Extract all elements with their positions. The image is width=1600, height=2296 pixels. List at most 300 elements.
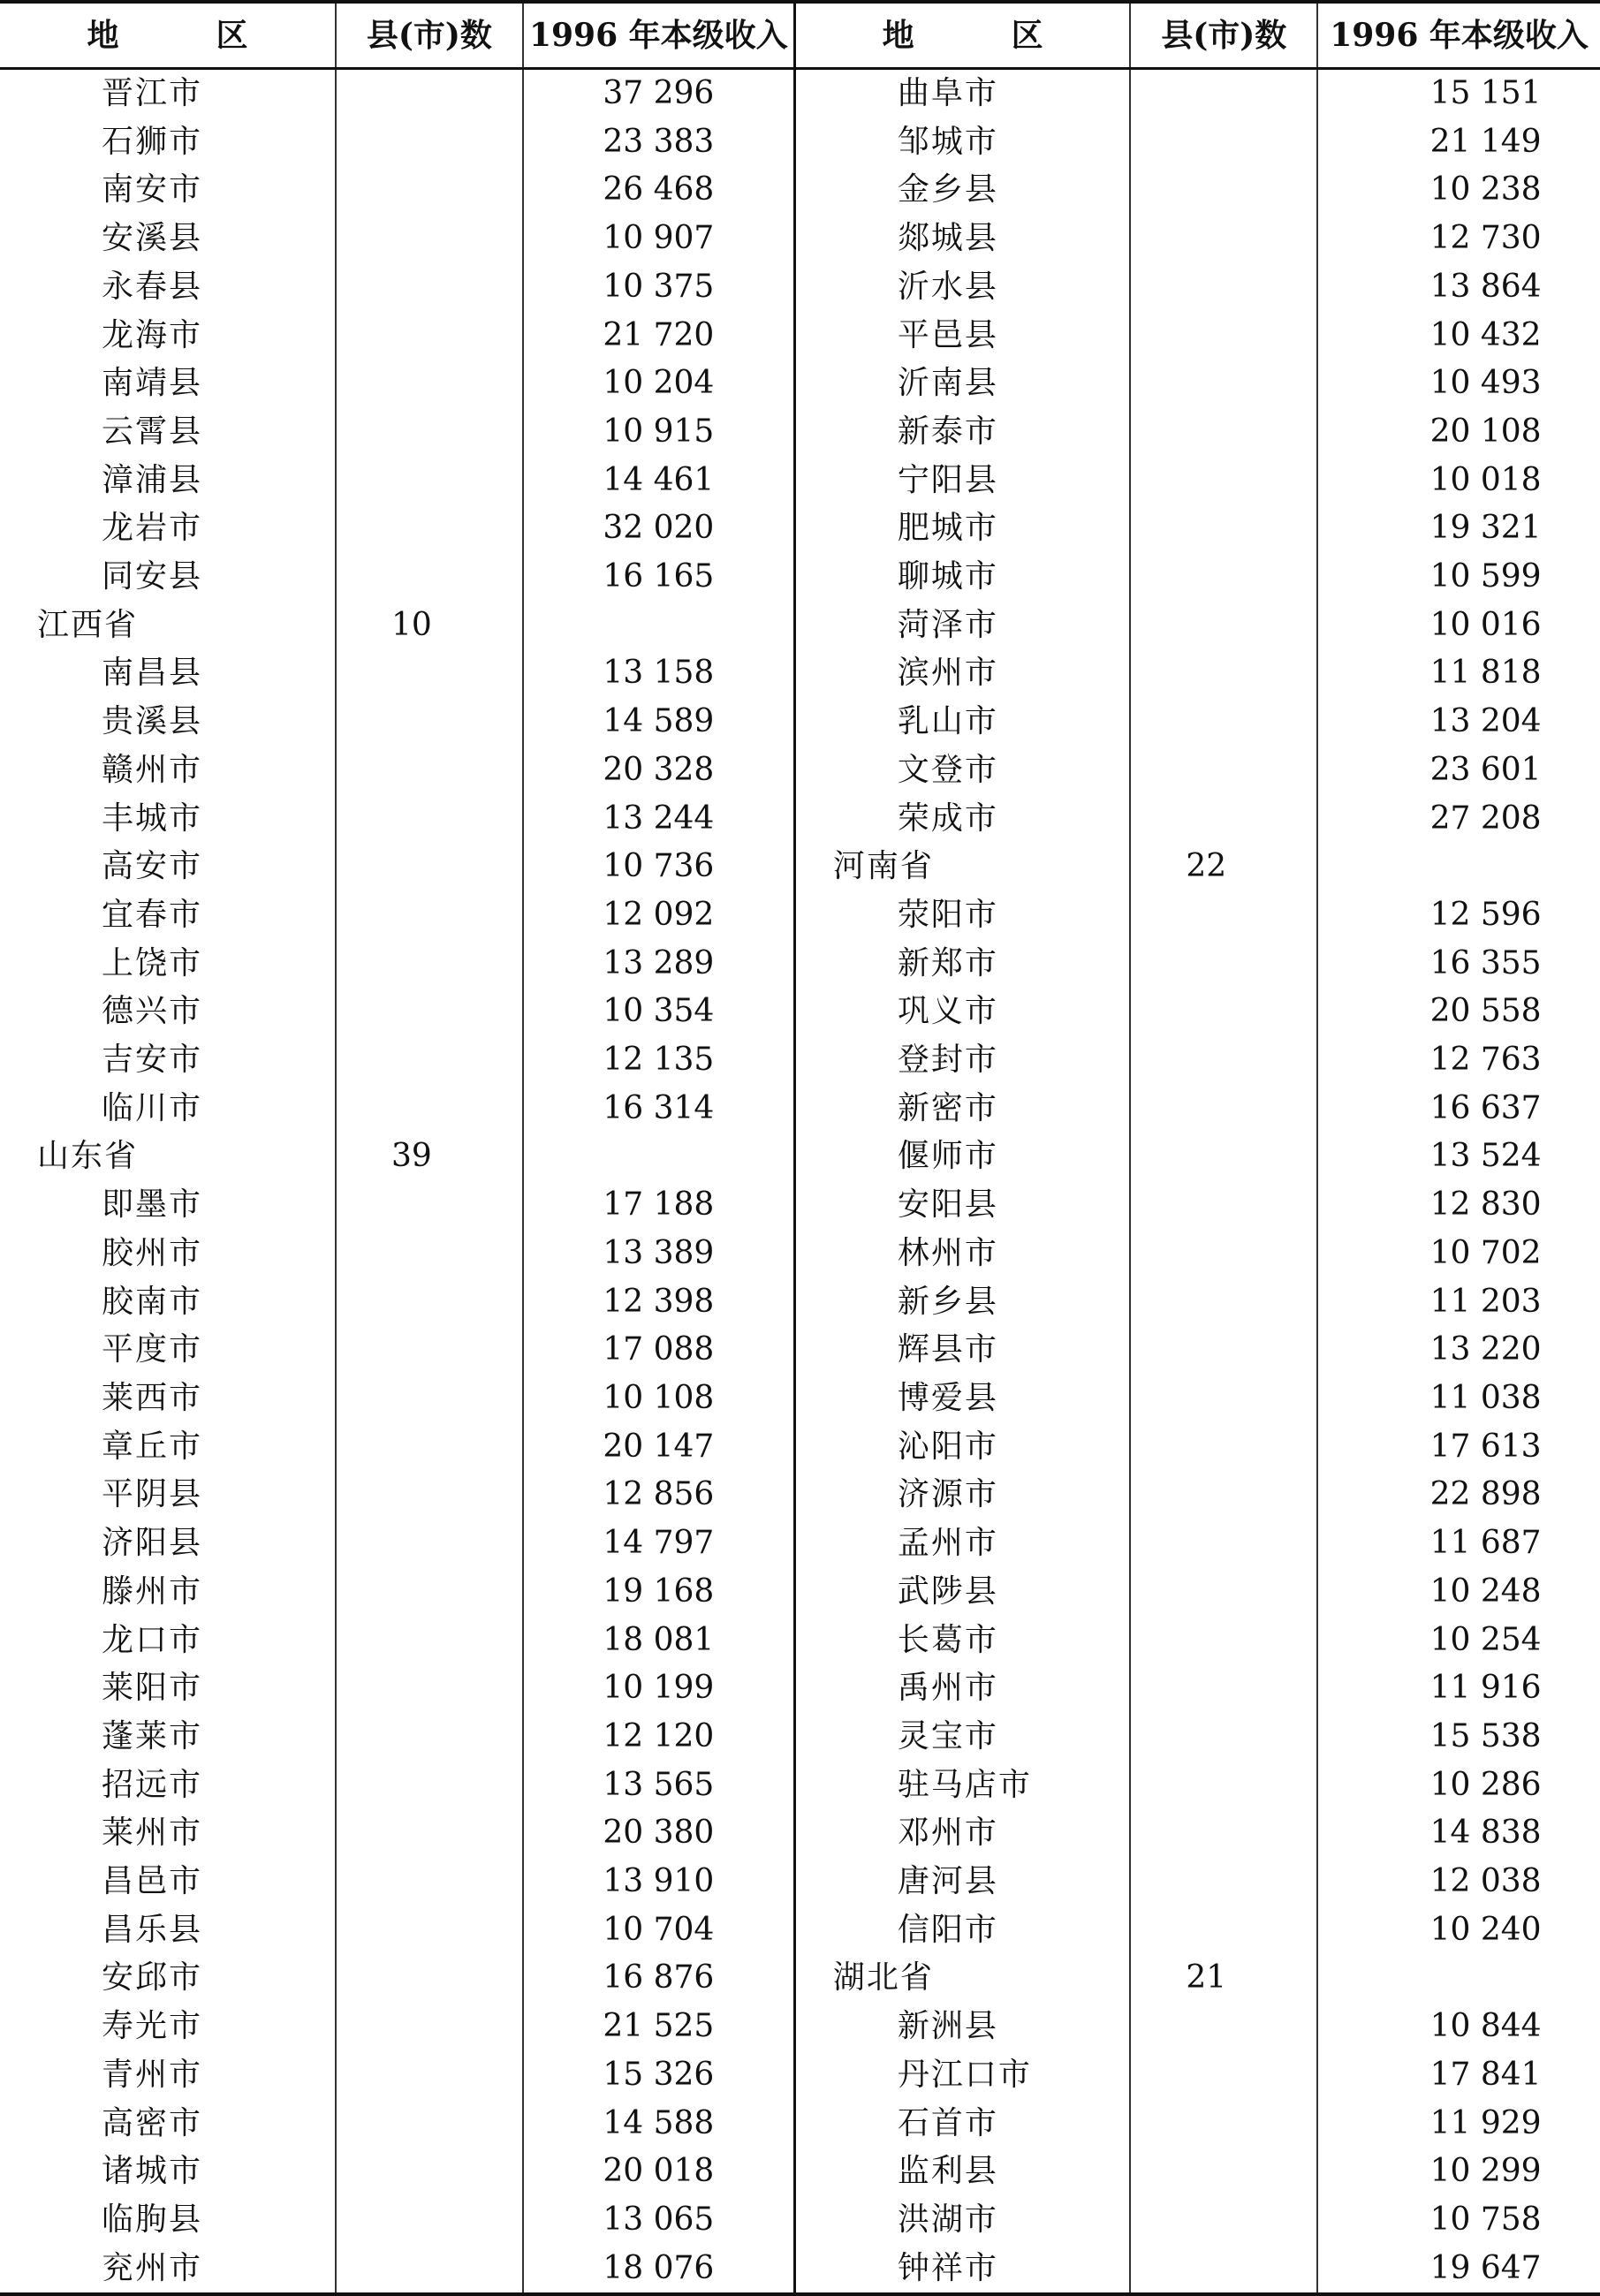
left-county-count (336, 1762, 523, 1810)
right-region-name: 金乡县 (794, 166, 1130, 215)
left-county-count (336, 1326, 523, 1375)
right-income-value: 11 929 (1429, 2104, 1542, 2141)
right-county-count (1130, 312, 1317, 360)
left-income-value: 10 915 (523, 408, 795, 457)
right-income-value: 10 240 (1429, 1911, 1542, 1948)
table-row (0, 698, 1600, 746)
right-income-value: 10 018 (1429, 461, 1542, 498)
left-income-value: 12 398 (523, 1278, 795, 1327)
left-county-count (336, 2245, 523, 2295)
left-region-name: 临川市 (0, 1085, 336, 1133)
right-income-value: 12 730 (1429, 220, 1542, 257)
table-row (0, 649, 1600, 698)
left-region-name: 云霄县 (0, 408, 336, 457)
left-income-value (523, 602, 795, 650)
right-county-count (1130, 1375, 1317, 1423)
right-income-value: 19 321 (1429, 510, 1542, 547)
table-row (0, 408, 1600, 457)
right-income-value: 19 647 (1317, 2245, 1600, 2295)
right-region-name: 监利县 (794, 2148, 1130, 2196)
left-region-name: 兖州市 (0, 2245, 336, 2295)
table-row (0, 2003, 1600, 2051)
right-region-name: 曲阜市 (794, 69, 1130, 118)
left-region-name: 寿光市 (0, 2003, 336, 2051)
table-row (0, 1713, 1600, 1762)
right-income-value: 10 238 (1429, 171, 1542, 208)
table-header-row (0, 2, 1600, 69)
left-region-name: 江西省 (0, 602, 336, 650)
left-region-name: 青州市 (0, 2051, 336, 2100)
right-county-count (1130, 1326, 1317, 1375)
right-county-count (1130, 1762, 1317, 1810)
left-income-value: 16 165 (523, 553, 795, 602)
right-region-name: 武陟县 (794, 1568, 1130, 1617)
left-income-value: 17 088 (523, 1326, 795, 1375)
right-region-name: 郯城县 (794, 215, 1130, 263)
left-county-count: 10 (336, 602, 523, 650)
right-county-count (1130, 1278, 1317, 1327)
right-county-count (1130, 408, 1317, 457)
right-region-name: 新郑市 (794, 940, 1130, 989)
right-income-value: 20 108 (1429, 413, 1542, 450)
table-row (0, 988, 1600, 1036)
right-region-name: 邓州市 (794, 1809, 1130, 1858)
table-row (0, 1858, 1600, 1906)
right-region-name: 聊城市 (794, 553, 1130, 602)
right-income-value: 14 838 (1429, 1815, 1542, 1852)
table-row (0, 1375, 1600, 1423)
table-row (0, 602, 1600, 650)
left-region-name: 上饶市 (0, 940, 336, 989)
left-income-value: 13 244 (523, 795, 795, 844)
left-income-value: 13 065 (523, 2196, 795, 2245)
left-county-count (336, 698, 523, 746)
right-county-count: 21 (1130, 1954, 1317, 2003)
left-county-count (336, 1036, 523, 1085)
table-row (0, 795, 1600, 844)
left-income-value (523, 1133, 795, 1181)
right-region-name: 博爱县 (794, 1375, 1130, 1423)
left-county-count (336, 312, 523, 360)
table-row (0, 2051, 1600, 2100)
left-region-name: 南靖县 (0, 360, 336, 408)
right-income-value: 15 538 (1429, 1717, 1542, 1754)
right-region-name: 济源市 (794, 1471, 1130, 1519)
right-county-count (1130, 1617, 1317, 1665)
left-county-count (336, 1906, 523, 1955)
left-region-name: 招远市 (0, 1762, 336, 1810)
right-income-value: 10 286 (1429, 1766, 1542, 1803)
right-county-count (1130, 1085, 1317, 1133)
left-region-name: 胶南市 (0, 1278, 336, 1327)
table-row (0, 1617, 1600, 1665)
right-region-name: 林州市 (794, 1230, 1130, 1278)
right-income-value: 12 038 (1429, 1863, 1542, 1900)
left-region-name: 安溪县 (0, 215, 336, 263)
left-income-value: 10 354 (523, 988, 795, 1036)
left-county-count (336, 1713, 523, 1762)
left-region-name: 吉安市 (0, 1036, 336, 1085)
right-region-name: 石首市 (794, 2100, 1130, 2148)
right-county-count (1130, 649, 1317, 698)
left-income-value: 14 461 (523, 457, 795, 505)
left-income-value: 10 375 (523, 263, 795, 312)
table-row (0, 263, 1600, 312)
table-row (0, 166, 1600, 215)
right-region-name: 乳山市 (794, 698, 1130, 746)
left-income-value: 13 389 (523, 1230, 795, 1278)
header-region-right: 地 区 (794, 2, 1130, 69)
right-income-value: 21 149 (1429, 123, 1542, 160)
table-body (0, 69, 1600, 2295)
table-row (0, 1954, 1600, 2003)
table-row (0, 118, 1600, 167)
right-region-name: 偃师市 (794, 1133, 1130, 1181)
left-income-value: 16 876 (523, 1954, 795, 2003)
table-row (0, 1519, 1600, 1568)
right-county-count (1130, 940, 1317, 989)
left-income-value: 20 147 (523, 1423, 795, 1472)
right-county-count (1130, 457, 1317, 505)
left-county-count (336, 263, 523, 312)
right-region-name: 丹江口市 (794, 2051, 1130, 2100)
right-county-count (1130, 698, 1317, 746)
right-income-value: 10 248 (1429, 1572, 1542, 1610)
right-income-value: 10 432 (1429, 316, 1542, 353)
right-income-value: 22 898 (1429, 1476, 1542, 1513)
table-row (0, 1762, 1600, 1810)
left-region-name: 章丘市 (0, 1423, 336, 1472)
left-region-name: 即墨市 (0, 1181, 336, 1230)
left-county-count (336, 408, 523, 457)
left-region-name: 龙岩市 (0, 504, 336, 553)
right-county-count (1130, 215, 1317, 263)
right-county-count (1130, 1036, 1317, 1085)
left-income-value: 10 907 (523, 215, 795, 263)
right-income-value: 10 758 (1429, 2201, 1542, 2238)
left-region-name: 石狮市 (0, 118, 336, 167)
left-region-name: 宜春市 (0, 891, 336, 940)
left-county-count (336, 118, 523, 167)
right-county-count (1130, 553, 1317, 602)
left-income-value: 14 589 (523, 698, 795, 746)
left-region-name: 山东省 (0, 1133, 336, 1181)
right-income-value: 10 599 (1429, 558, 1542, 595)
right-county-count (1130, 988, 1317, 1036)
table-row (0, 2148, 1600, 2196)
table-row (0, 2196, 1600, 2245)
left-income-value: 10 736 (523, 843, 795, 891)
right-region-name: 荣成市 (794, 795, 1130, 844)
right-county-count (1130, 1181, 1317, 1230)
right-income-value: 10 493 (1429, 365, 1542, 402)
right-income-value: 13 204 (1429, 703, 1542, 740)
left-income-value: 10 204 (523, 360, 795, 408)
right-county-count (1130, 746, 1317, 795)
right-income-value (1317, 1954, 1600, 2003)
left-county-count (336, 940, 523, 989)
right-region-name: 信阳市 (794, 1906, 1130, 1955)
left-county-count (336, 2196, 523, 2245)
right-income-value: 12 596 (1429, 896, 1542, 933)
left-county-count (336, 1617, 523, 1665)
left-income-value: 18 081 (523, 1617, 795, 1665)
right-region-name: 荥阳市 (794, 891, 1130, 940)
left-county-count (336, 1954, 523, 2003)
right-county-count (1130, 1906, 1317, 1955)
left-county-count (336, 1858, 523, 1906)
left-income-value: 13 158 (523, 649, 795, 698)
table-row (0, 746, 1600, 795)
header-county-count-left: 县(市)数 (336, 2, 523, 69)
left-region-name: 高安市 (0, 843, 336, 891)
right-region-name: 沂水县 (794, 263, 1130, 312)
left-county-count (336, 988, 523, 1036)
left-income-value: 23 383 (523, 118, 795, 167)
right-county-count (1130, 2148, 1317, 2196)
right-county-count (1130, 166, 1317, 215)
left-county-count (336, 553, 523, 602)
right-region-name: 唐河县 (794, 1858, 1130, 1906)
right-county-count (1130, 2196, 1317, 2245)
right-county-count (1130, 1133, 1317, 1181)
table-row (0, 2100, 1600, 2148)
left-county-count (336, 1568, 523, 1617)
left-region-name: 平阴县 (0, 1471, 336, 1519)
left-region-name: 贵溪县 (0, 698, 336, 746)
right-county-count (1130, 1858, 1317, 1906)
right-region-name: 长葛市 (794, 1617, 1130, 1665)
left-income-value: 12 135 (523, 1036, 795, 1085)
left-county-count (336, 1085, 523, 1133)
right-region-name: 宁阳县 (794, 457, 1130, 505)
left-county-count: 39 (336, 1133, 523, 1181)
right-county-count (1130, 795, 1317, 844)
right-region-name: 菏泽市 (794, 602, 1130, 650)
left-county-count (336, 1181, 523, 1230)
table-row (0, 504, 1600, 553)
table-row (0, 69, 1600, 118)
right-income-value: 11 203 (1429, 1283, 1542, 1320)
left-income-value: 10 199 (523, 1664, 795, 1713)
left-region-name: 平度市 (0, 1326, 336, 1375)
right-county-count (1130, 1568, 1317, 1617)
right-region-name: 驻马店市 (794, 1762, 1130, 1810)
table-row (0, 843, 1600, 891)
right-region-name: 巩义市 (794, 988, 1130, 1036)
right-county-count: 22 (1130, 843, 1317, 891)
right-region-name: 新泰市 (794, 408, 1130, 457)
right-county-count (1130, 118, 1317, 167)
table-row (0, 215, 1600, 263)
left-region-name: 昌邑市 (0, 1858, 336, 1906)
table-row (0, 940, 1600, 989)
header-income-left: 1996 年本级收入 (523, 2, 795, 69)
table-row (0, 1230, 1600, 1278)
left-county-count (336, 891, 523, 940)
table-row (0, 1568, 1600, 1617)
table-row (0, 1278, 1600, 1327)
table-row (0, 360, 1600, 408)
right-region-name: 灵宝市 (794, 1713, 1130, 1762)
left-region-name: 永春县 (0, 263, 336, 312)
left-income-value: 10 704 (523, 1906, 795, 1955)
right-region-name: 孟州市 (794, 1519, 1130, 1568)
right-county-count (1130, 504, 1317, 553)
header-income-right: 1996 年本级收入 (1317, 2, 1600, 69)
right-income-value: 11 916 (1429, 1670, 1542, 1707)
right-region-name: 登封市 (794, 1036, 1130, 1085)
left-county-count (336, 843, 523, 891)
left-county-count (336, 69, 523, 118)
left-region-name: 胶州市 (0, 1230, 336, 1278)
right-county-count (1130, 1471, 1317, 1519)
right-income-value: 15 151 (1429, 75, 1542, 111)
right-county-count (1130, 891, 1317, 940)
left-county-count (336, 795, 523, 844)
left-region-name: 丰城市 (0, 795, 336, 844)
table-row (0, 1133, 1600, 1181)
left-county-count (336, 1423, 523, 1472)
left-region-name: 同安县 (0, 553, 336, 602)
right-income-value: 10 844 (1429, 2008, 1542, 2045)
left-region-name: 龙口市 (0, 1617, 336, 1665)
right-county-count (1130, 2051, 1317, 2100)
left-county-count (336, 2148, 523, 2196)
right-region-name: 新乡县 (794, 1278, 1130, 1327)
left-income-value: 18 076 (523, 2245, 795, 2295)
right-income-value: 17 613 (1429, 1428, 1542, 1465)
left-income-value: 37 296 (523, 69, 795, 118)
right-region-name: 湖北省 (794, 1954, 1130, 2003)
header-region-left: 地 区 (0, 2, 336, 69)
right-county-count (1130, 1230, 1317, 1278)
left-region-name: 晋江市 (0, 69, 336, 118)
right-income-value: 23 601 (1429, 751, 1542, 788)
left-region-name: 蓬莱市 (0, 1713, 336, 1762)
right-region-name: 安阳县 (794, 1181, 1130, 1230)
left-county-count (336, 360, 523, 408)
left-county-count (336, 1471, 523, 1519)
left-county-count (336, 1375, 523, 1423)
table-row (0, 1906, 1600, 1955)
right-county-count (1130, 602, 1317, 650)
left-county-count (336, 2051, 523, 2100)
table-row (0, 1085, 1600, 1133)
right-county-count (1130, 360, 1317, 408)
right-county-count (1130, 1519, 1317, 1568)
left-income-value: 15 326 (523, 2051, 795, 2100)
left-income-value: 16 314 (523, 1085, 795, 1133)
left-region-name: 昌乐县 (0, 1906, 336, 1955)
right-income-value: 11 038 (1429, 1379, 1542, 1416)
table-row (0, 1423, 1600, 1472)
right-county-count (1130, 2245, 1317, 2295)
right-region-name: 新密市 (794, 1085, 1130, 1133)
right-region-name: 沁阳市 (794, 1423, 1130, 1472)
left-county-count (336, 1664, 523, 1713)
right-income-value: 12 830 (1429, 1186, 1542, 1224)
left-county-count (336, 215, 523, 263)
left-county-count (336, 746, 523, 795)
right-county-count (1130, 2003, 1317, 2051)
right-county-count (1130, 1423, 1317, 1472)
header-county-count-right: 县(市)数 (1130, 2, 1317, 69)
left-region-name: 诸城市 (0, 2148, 336, 2196)
left-income-value: 17 188 (523, 1181, 795, 1230)
right-region-name: 平邑县 (794, 312, 1130, 360)
right-region-name: 文登市 (794, 746, 1130, 795)
left-county-count (336, 2100, 523, 2148)
left-county-count (336, 1519, 523, 1568)
table-row (0, 2245, 1600, 2295)
table-row (0, 1326, 1600, 1375)
left-county-count (336, 1230, 523, 1278)
table-row (0, 457, 1600, 505)
left-region-name: 莱西市 (0, 1375, 336, 1423)
left-county-count (336, 2003, 523, 2051)
left-income-value: 20 328 (523, 746, 795, 795)
table-row (0, 1664, 1600, 1713)
left-income-value: 12 092 (523, 891, 795, 940)
left-income-value: 14 797 (523, 1519, 795, 1568)
left-region-name: 临朐县 (0, 2196, 336, 2245)
right-income-value: 12 763 (1429, 1042, 1542, 1079)
right-income-value: 20 558 (1429, 993, 1542, 1030)
right-income-value: 11 687 (1429, 1525, 1542, 1562)
left-region-name: 德兴市 (0, 988, 336, 1036)
right-income-value: 17 841 (1429, 2056, 1542, 2093)
right-income-value: 16 637 (1429, 1089, 1542, 1126)
right-income-value (1317, 843, 1600, 891)
table-row (0, 891, 1600, 940)
left-income-value: 13 289 (523, 940, 795, 989)
left-county-count (336, 166, 523, 215)
table-row (0, 1181, 1600, 1230)
right-region-name: 肥城市 (794, 504, 1130, 553)
left-income-value: 10 108 (523, 1375, 795, 1423)
left-income-value: 19 168 (523, 1568, 795, 1617)
left-county-count (336, 1809, 523, 1858)
left-income-value: 26 468 (523, 166, 795, 215)
left-income-value: 21 720 (523, 312, 795, 360)
right-region-name: 河南省 (794, 843, 1130, 891)
right-region-name: 滨州市 (794, 649, 1130, 698)
right-income-value: 13 864 (1429, 268, 1542, 305)
right-county-count (1130, 1809, 1317, 1858)
left-income-value: 20 018 (523, 2148, 795, 2196)
right-county-count (1130, 1713, 1317, 1762)
left-county-count (336, 457, 523, 505)
left-income-value: 32 020 (523, 504, 795, 553)
left-region-name: 南昌县 (0, 649, 336, 698)
right-income-value: 10 254 (1429, 1621, 1542, 1658)
table-row (0, 553, 1600, 602)
left-income-value: 12 856 (523, 1471, 795, 1519)
table-row (0, 1471, 1600, 1519)
left-region-name: 高密市 (0, 2100, 336, 2148)
right-income-value: 10 299 (1429, 2153, 1542, 2190)
left-region-name: 龙海市 (0, 312, 336, 360)
left-income-value: 12 120 (523, 1713, 795, 1762)
right-region-name: 钟祥市 (794, 2245, 1130, 2295)
right-income-value: 10 016 (1429, 606, 1542, 643)
right-region-name: 禹州市 (794, 1664, 1130, 1713)
table-row (0, 1809, 1600, 1858)
table-row (0, 1036, 1600, 1085)
left-income-value: 13 910 (523, 1858, 795, 1906)
right-income-value: 11 818 (1429, 655, 1542, 692)
